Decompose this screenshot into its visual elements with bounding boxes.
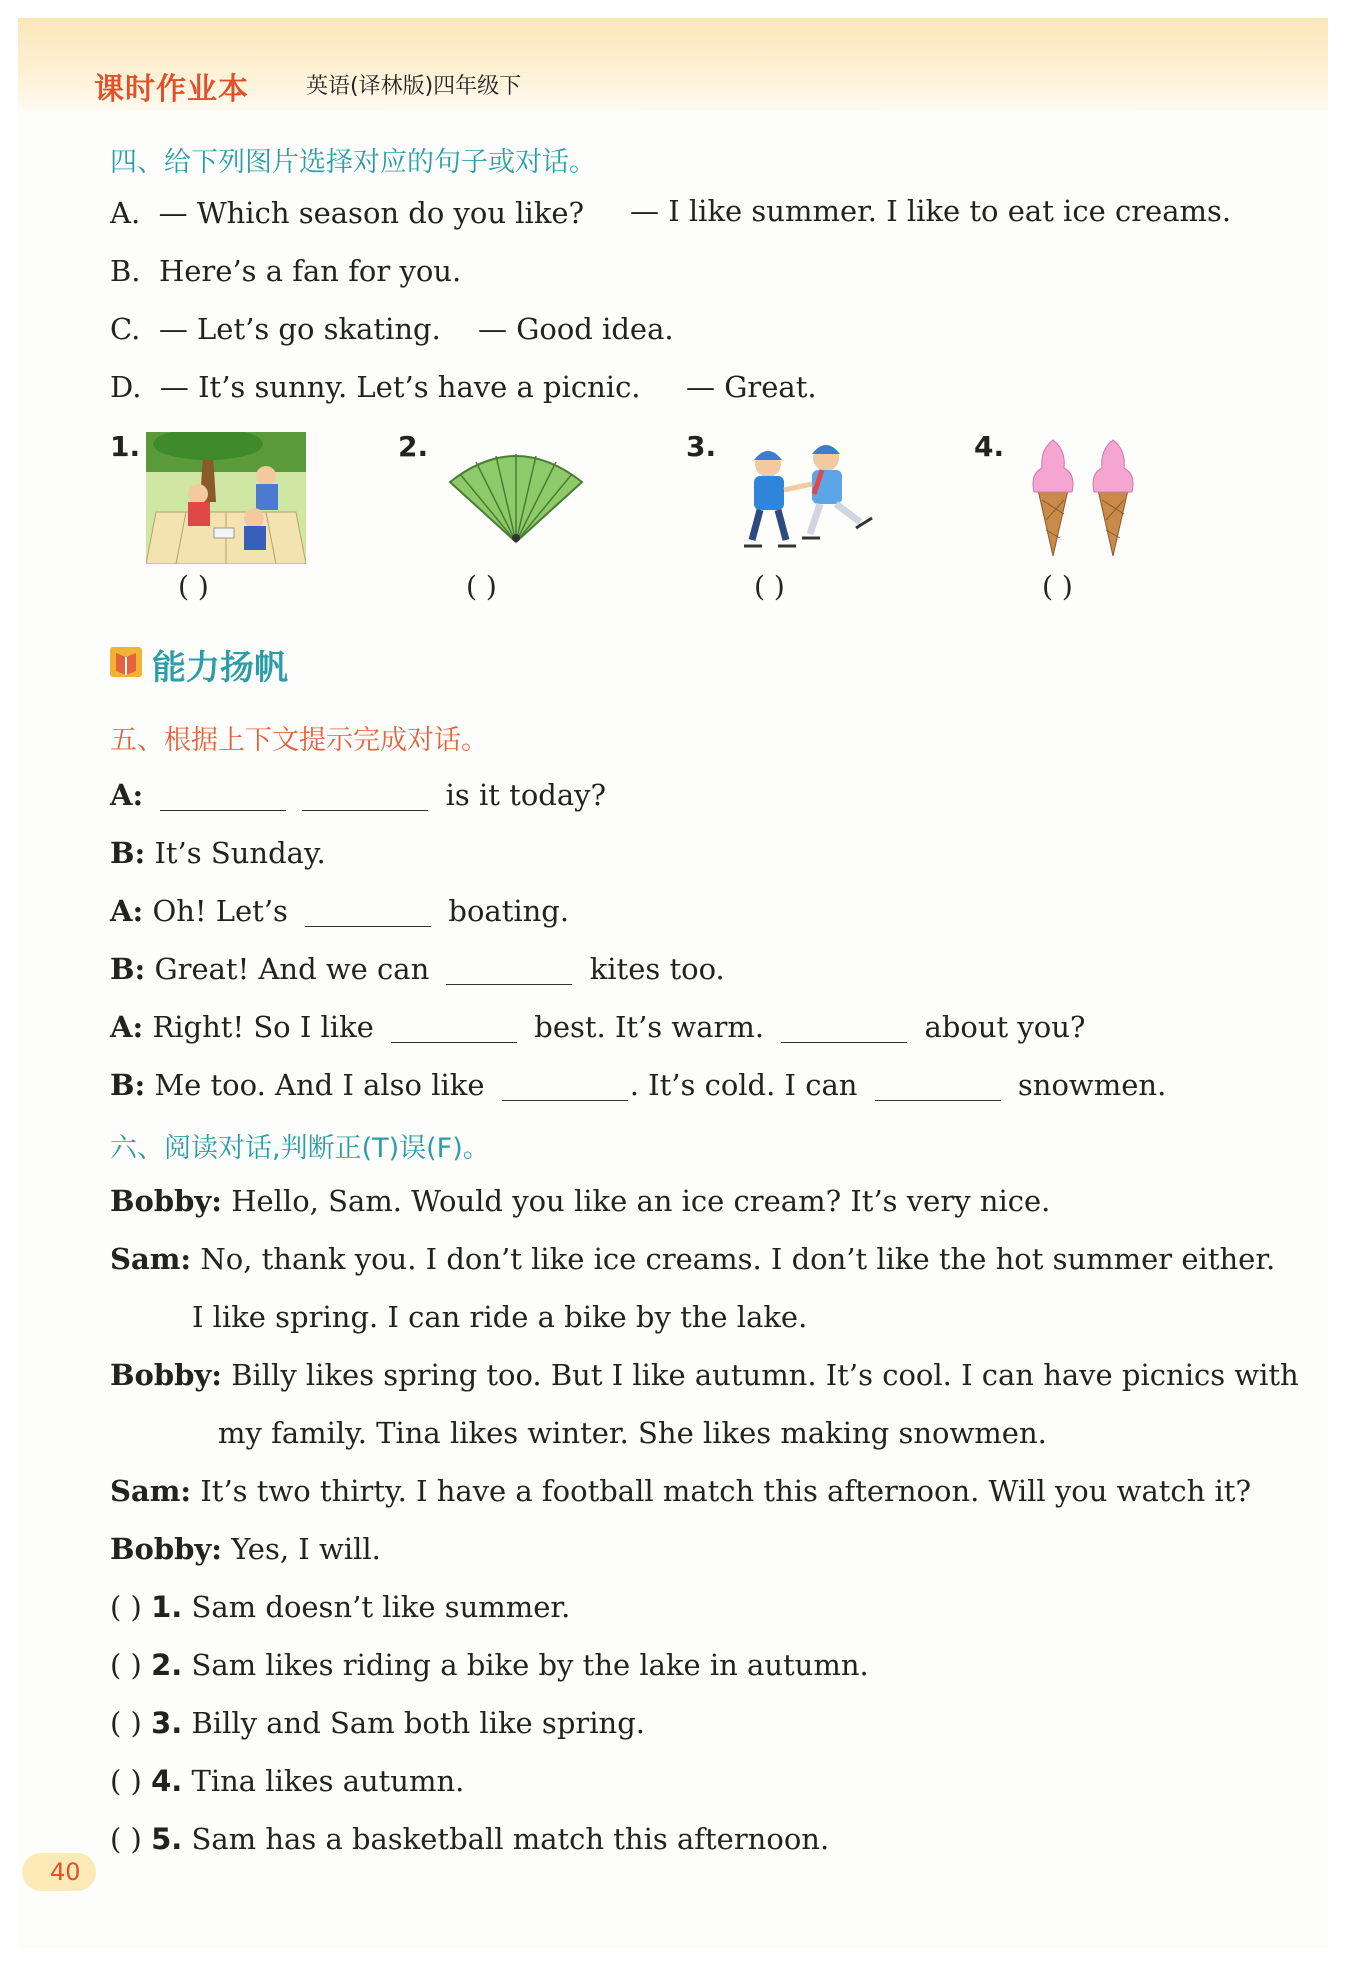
blank-3[interactable] — [305, 925, 431, 927]
tf-question-2[interactable]: ( ) 2. Sam likes riding a bike by the lake in autumn. — [110, 1648, 869, 1682]
fan-picture — [446, 448, 586, 544]
dialogue-line-1: Bobby: Hello, Sam. Would you like an ice cream? It’s very nice. — [110, 1184, 1051, 1218]
blank-2[interactable] — [302, 809, 428, 811]
ice-cream-picture — [1024, 434, 1154, 558]
dialog-line-1: A: is it today? — [110, 778, 607, 812]
picture-3-answer[interactable]: ( ) — [754, 570, 785, 603]
blank-1[interactable] — [160, 809, 286, 811]
brand-title: 课时作业本 — [94, 72, 249, 107]
picnic-picture — [146, 432, 306, 564]
section6-title: 六、阅读对话,判断正(T)误(F)。 — [110, 1133, 490, 1164]
skating-picture — [732, 436, 876, 556]
tf-question-1[interactable]: ( ) 1. Sam doesn’t like summer. — [110, 1590, 571, 1624]
blank-5[interactable] — [391, 1041, 517, 1043]
option-a-reply: — I like summer. I like to eat ice creams. — [630, 194, 1232, 228]
dialog-line-5: A: Right! So I like best. It’s warm. about you? — [110, 1010, 1086, 1044]
picture-1-answer[interactable]: ( ) — [178, 570, 209, 603]
option-c: C. — Let’s go skating. — [110, 312, 441, 346]
blank-6[interactable] — [781, 1041, 907, 1043]
blank-8[interactable] — [875, 1099, 1001, 1101]
dialogue-line-5: my family. Tina likes winter. She likes making snowmen. — [218, 1416, 1047, 1450]
section4-title: 四、给下列图片选择对应的句子或对话。 — [110, 147, 596, 178]
page-number: 40 — [22, 1853, 96, 1891]
option-b: B. Here’s a fan for you. — [110, 254, 462, 288]
dialog-line-6: B: Me too. And I also like . It’s cold. I can snowmen. — [110, 1068, 1167, 1102]
picture-4-number: 4. — [974, 430, 1005, 463]
tf-question-5[interactable]: ( ) 5. Sam has a basketball match this afternoon. — [110, 1822, 830, 1856]
book-icon — [110, 645, 144, 679]
dialogue-line-4: Bobby: Billy likes spring too. But I like autumn. It’s cool. I can have picnics with — [110, 1358, 1299, 1392]
dialog-line-4: B: Great! And we can kites too. — [110, 952, 725, 986]
option-a: A. — Which season do you like? — [110, 196, 585, 230]
dialog-line-2: B: It’s Sunday. — [110, 836, 326, 870]
picture-2-number: 2. — [398, 430, 429, 463]
dialogue-line-6: Sam: It’s two thirty. I have a football match this afternoon. Will you watch it? — [110, 1474, 1252, 1508]
tf-question-4[interactable]: ( ) 4. Tina likes autumn. — [110, 1764, 465, 1798]
ability-title: 能力扬帆 — [152, 648, 288, 688]
book-subtitle: 英语(译林版)四年级下 — [306, 74, 522, 99]
picture-1-number: 1. — [110, 430, 141, 463]
picture-2-answer[interactable]: ( ) — [466, 570, 497, 603]
tf-question-3[interactable]: ( ) 3. Billy and Sam both like spring. — [110, 1706, 645, 1740]
picture-3-number: 3. — [686, 430, 717, 463]
picture-4-answer[interactable]: ( ) — [1042, 570, 1073, 603]
option-d: D. — It’s sunny. Let’s have a picnic. — [110, 370, 641, 404]
dialogue-line-7: Bobby: Yes, I will. — [110, 1532, 381, 1566]
dialogue-line-2: Sam: No, thank you. I don’t like ice creams. I don’t like the hot summer either. — [110, 1242, 1276, 1276]
blank-7[interactable] — [502, 1099, 628, 1101]
blank-4[interactable] — [446, 983, 572, 985]
dialog-line-3: A: Oh! Let’s boating. — [110, 894, 570, 928]
section5-title: 五、根据上下文提示完成对话。 — [110, 725, 488, 756]
dialogue-line-3: I like spring. I can ride a bike by the lake. — [192, 1300, 808, 1334]
option-c-reply: — Good idea. — [478, 312, 674, 346]
option-d-reply: — Great. — [686, 370, 817, 404]
